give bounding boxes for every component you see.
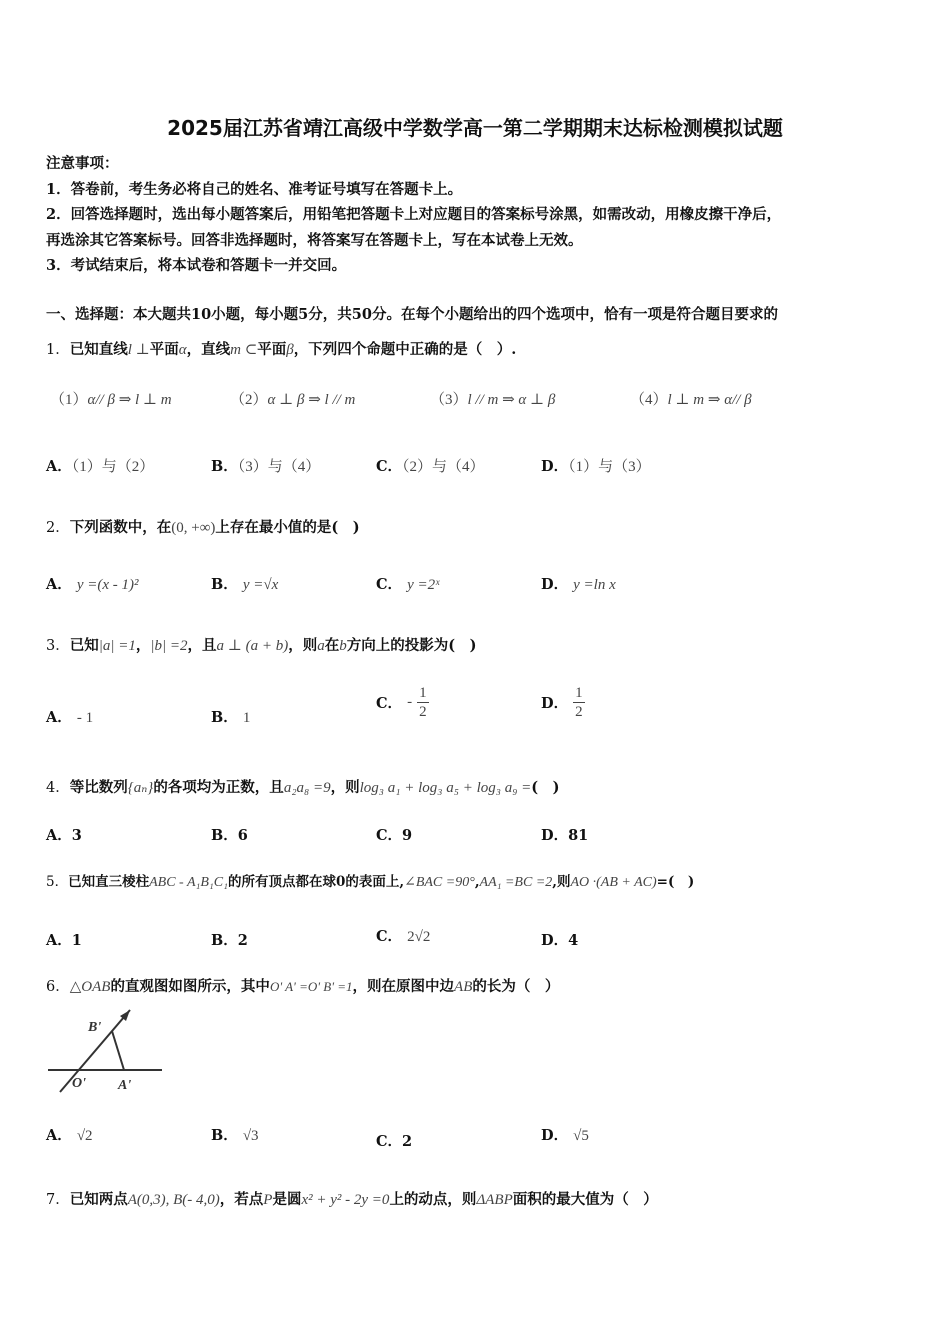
q-text: 方向上的投影为( ): [346, 637, 477, 654]
q-text: ,则: [552, 874, 571, 890]
question-number: 1．: [46, 342, 70, 358]
math: AO ·(AB + AC): [570, 875, 657, 890]
q-text: 的各项均为正数，且: [153, 779, 284, 796]
section-heading: 一、选择题：本大题共10小题，每小题5分，共50分。在每个小题给出的四个选项中，恰有一项是符合题目要求的: [46, 306, 778, 323]
option-c[interactable]: C．9: [376, 827, 413, 844]
math: m ⊂: [230, 342, 258, 358]
label-b: B': [88, 1020, 102, 1035]
fraction: $\frac{1}{2}$: [575, 685, 583, 720]
notice-item: 再选涂其它答案标号。回答非选择题时，将答案写在答题卡上，写在本试卷上无效。: [46, 232, 583, 249]
label-o: O': [72, 1076, 86, 1091]
q-text: 面积的最大值为（ ）: [512, 1191, 658, 1208]
option-d[interactable]: D． √5: [541, 1127, 589, 1144]
q-text: 的直观图如图所示，其中: [110, 978, 270, 995]
option-a[interactable]: A． - 1: [46, 709, 94, 726]
q-text: 是圆: [272, 1191, 302, 1208]
option-a[interactable]: A．（1）与（2）: [46, 458, 155, 475]
q-text: ，若点: [219, 1191, 264, 1208]
option-c[interactable]: C． y =2ˣ: [376, 576, 440, 593]
fraction: $\frac{1}{2}$: [419, 685, 427, 720]
q-text: 平面: [257, 341, 287, 358]
q-text: 的长为（ ）: [472, 978, 560, 995]
notice-heading: 注意事项：: [46, 155, 119, 172]
option-d[interactable]: D．4: [541, 932, 579, 949]
page-title: 2025届江苏省靖江高级中学数学高一第二学期期末达标检测模拟试题: [167, 116, 783, 140]
q-text: 等比数列: [69, 779, 128, 796]
q-text: 已知直线: [69, 341, 128, 358]
proposition: （4）l ⊥ m ⇒ α// β: [630, 392, 752, 408]
question-number: 4．: [46, 780, 70, 796]
q-text: ，则: [288, 637, 318, 654]
math: ABC - A₁B₁C₁: [149, 875, 228, 890]
option-d[interactable]: D． $\frac{1}{2}$: [541, 685, 583, 720]
q-text: ( ): [531, 779, 560, 796]
option-b[interactable]: B． √3: [211, 1127, 259, 1144]
option-a[interactable]: A．1: [46, 932, 82, 949]
math: a ⊥ (a + b): [216, 638, 289, 654]
question-number: 6．: [46, 979, 70, 995]
question-3: [46, 634, 476, 655]
q-text: 在: [324, 637, 340, 654]
question-number: 2．: [46, 520, 70, 536]
math: l ⊥: [127, 342, 150, 358]
q-text: ，: [135, 637, 151, 654]
option-b[interactable]: B． y =√x: [211, 576, 279, 593]
option-c[interactable]: C． - $\frac{1}{2}$: [376, 685, 427, 720]
proposition: （2）α ⊥ β ⇒ l // m: [230, 392, 356, 408]
option-c[interactable]: C．（2）与（4）: [376, 458, 485, 475]
q-text: 已知两点: [69, 1191, 128, 1208]
question-2: [46, 516, 360, 537]
question-7: [46, 1188, 658, 1209]
q-text: ，直线: [186, 341, 231, 358]
notice-item: 3．考试结束后，将本试卷和答题卡一并交回。: [46, 257, 347, 274]
math: a₂a₈ =9: [283, 780, 331, 796]
option-b[interactable]: B．6: [211, 827, 248, 844]
notice-item: 2．回答选择题时，选出每小题答案后，用铅笔把答题卡上对应题目的答案标号涂黑，如需改动，用橡皮擦干净后，: [46, 206, 782, 223]
q-text: ，且: [187, 637, 217, 654]
option-b[interactable]: B．2: [211, 932, 248, 949]
q-text: 的所有顶点都在球0的表面上,: [228, 874, 405, 890]
q-text: ,: [474, 874, 480, 890]
math: β: [286, 342, 294, 358]
option-b[interactable]: B． 1: [211, 709, 251, 726]
notice-item: 1．答卷前，考生务必将自己的姓名、准考证号填写在答题卡上。: [46, 181, 463, 198]
q-text: 下列函数中，在: [69, 519, 172, 536]
q-text: ，则在原图中边: [352, 978, 455, 995]
question-6: [46, 975, 559, 996]
option-d[interactable]: D． y =ln x: [541, 576, 616, 593]
math: P: [263, 1192, 273, 1208]
q-text: 平面: [149, 341, 179, 358]
math: (0, +∞): [171, 520, 216, 536]
proposition: （3）l // m ⇒ α ⊥ β: [430, 392, 556, 408]
math: |b| =2: [150, 638, 188, 654]
question-number: 3．: [46, 638, 70, 654]
intuitive-diagram: [44, 1004, 166, 1100]
math: O' A' =O' B' =1: [269, 979, 353, 994]
option-c[interactable]: C． 2√2: [376, 928, 431, 945]
option-c[interactable]: C．2: [376, 1133, 413, 1150]
proposition: （1）α// β ⇒ l ⊥ m: [50, 392, 172, 408]
math: ∠BAC =90°: [404, 875, 475, 890]
option-d[interactable]: D．（1）与（3）: [541, 458, 651, 475]
question-4: [46, 776, 560, 797]
math: AA₁ =BC =2: [479, 875, 553, 890]
q-text: ，下列四个命题中正确的是（ ）.: [293, 341, 517, 358]
math: △OAB: [69, 979, 111, 995]
q-text: 上的动点，则: [389, 1191, 477, 1208]
q-text: 已知: [69, 637, 99, 654]
label-a: A': [118, 1078, 132, 1093]
q-text: ，则: [330, 779, 360, 796]
question-5: [46, 870, 694, 891]
question-number: 7．: [46, 1192, 70, 1208]
math: A(0,3), B(- 4,0): [127, 1192, 220, 1208]
segment-ab: [112, 1031, 124, 1070]
question-1: [46, 338, 516, 359]
q-text: 上存在最小值的是( ): [215, 519, 360, 536]
math: x² + y² - 2y =0: [301, 1192, 390, 1208]
q-text: 已知直三棱柱: [68, 874, 150, 890]
math: α: [178, 342, 187, 358]
math: b: [339, 638, 347, 654]
math: AB: [454, 979, 473, 995]
question-number: 5．: [46, 874, 69, 890]
option-d[interactable]: D．81: [541, 827, 589, 844]
option-a[interactable]: A． √2: [46, 1127, 93, 1144]
math: log₃ a₁ + log₃ a₅ + log₃ a₉ =: [359, 780, 532, 796]
option-b[interactable]: B．（3）与（4）: [211, 458, 321, 475]
math: ΔABP: [476, 1192, 513, 1208]
option-a[interactable]: A． y =(x - 1)²: [46, 576, 139, 593]
math: a: [317, 638, 325, 654]
math: {aₙ}: [127, 780, 154, 796]
q-text: =( ): [656, 874, 695, 890]
math: |a| =1: [98, 638, 136, 654]
option-a[interactable]: A．3: [46, 827, 82, 844]
